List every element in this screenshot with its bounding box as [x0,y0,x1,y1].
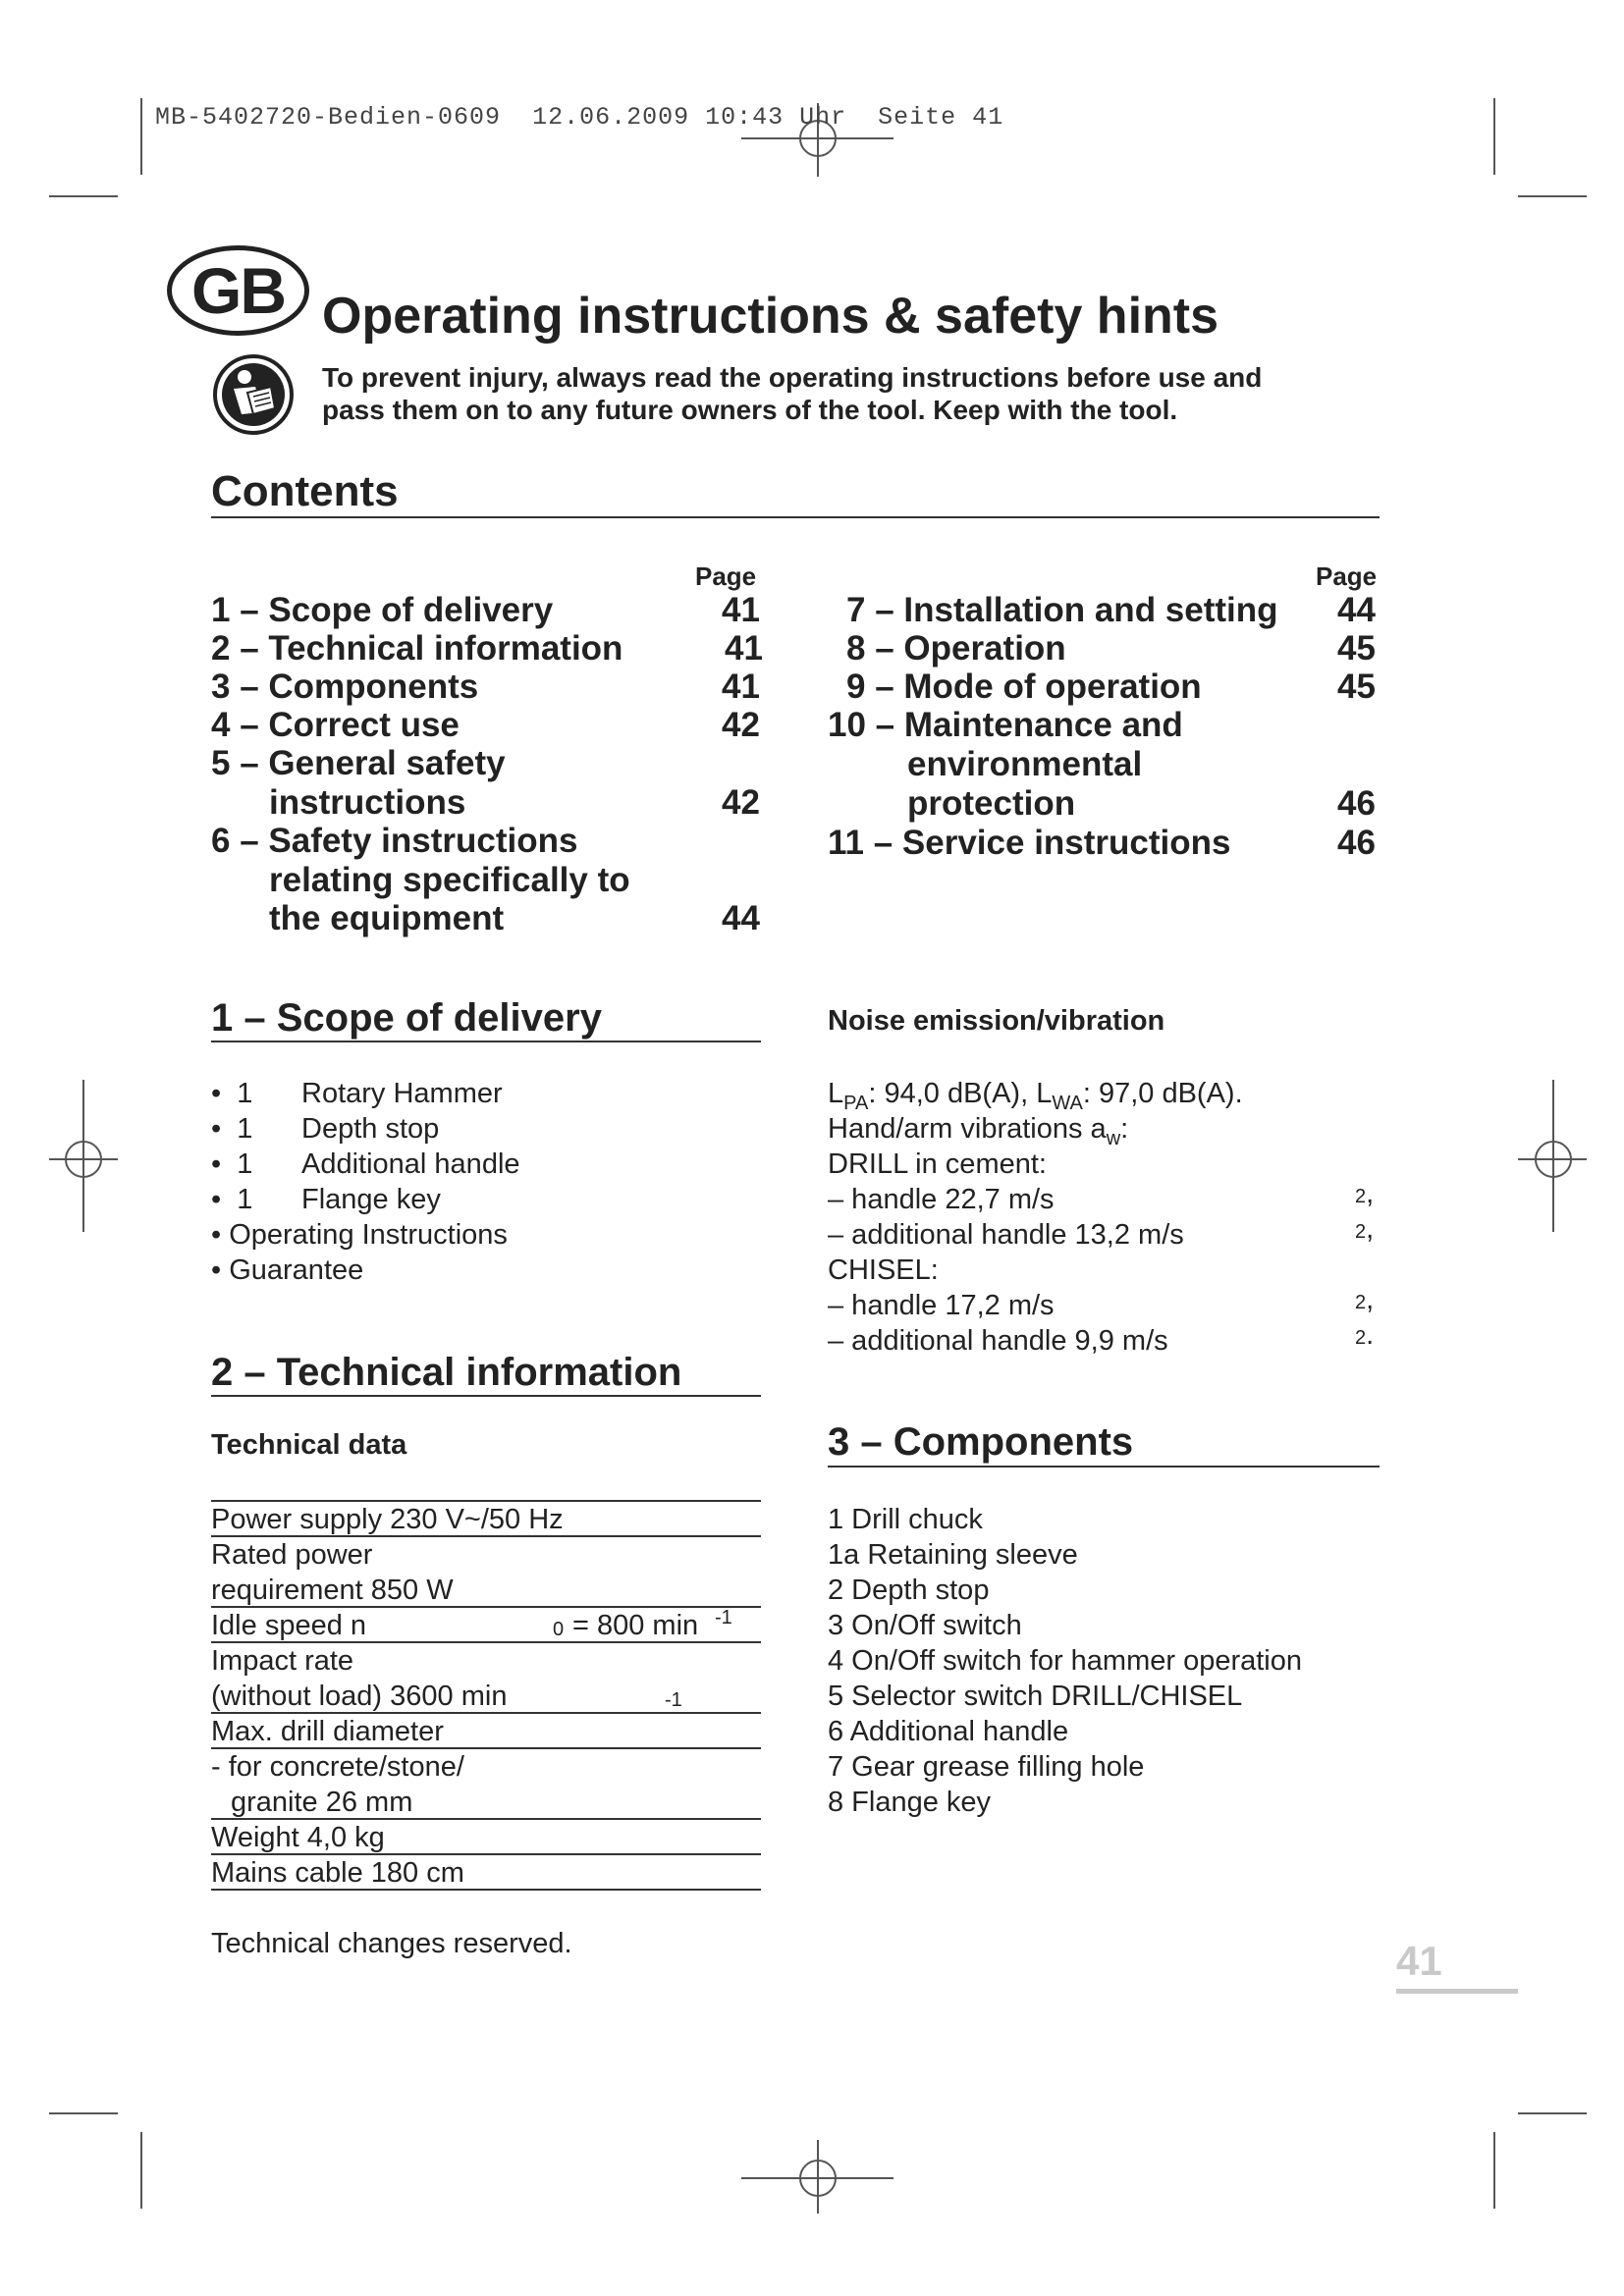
registration-mark [65,1141,102,1178]
toc-page: 41 [722,667,760,706]
crop-mark [140,2132,142,2209]
list-item: Depth stop [301,1113,440,1145]
toc-page: 45 [1337,667,1376,706]
toc-page: 44 [1337,591,1376,629]
noise-levels: $L_{PA}$: 94,0 dB(A), $L_{WA}$: 97,0 dB(A). [828,1078,1243,1114]
list-item: • 1 [211,1148,253,1180]
chisel-heading: CHISEL: [828,1255,939,1286]
component-item: 3 On/Off switch [828,1610,1022,1641]
toc-entry[interactable]: 3 – Components [211,667,479,706]
vibration-unit: 2, [1355,1178,1375,1209]
vibration-unit: 2, [1355,1284,1375,1315]
list-item: • Guarantee [211,1255,364,1286]
toc-page: 41 [722,591,760,629]
list-item: • 1 [211,1113,253,1145]
table-row: Max. drill diameter [211,1714,761,1749]
toc-entry[interactable]: 9 – Mode of operation [846,667,1202,706]
vibration-unit: 2, [1355,1213,1375,1245]
crop-mark [1493,2132,1495,2209]
toc-entry-cont[interactable]: the equipment [269,899,505,937]
component-item: 2 Depth stop [828,1575,990,1606]
toc-entry-cont[interactable]: instructions [269,783,466,822]
page-number-rule [1396,1989,1518,1994]
list-item: • 1 [211,1184,253,1215]
toc-page: 42 [722,706,760,744]
read-manual-icon [212,353,295,436]
section-title-technical: 2 – Technical information [211,1351,682,1394]
toc-entry[interactable]: 5 – General safety [211,744,506,782]
divider [211,516,1380,518]
list-item: Flange key [301,1184,441,1215]
print-slug [155,103,1003,132]
crop-mark [140,98,142,175]
toc-entry[interactable]: 8 – Operation [846,629,1066,667]
slug-date: 12.06.2009 [532,103,690,132]
divider [211,1041,761,1042]
component-item: 1a Retaining sleeve [828,1539,1078,1571]
country-badge: GB [167,245,309,336]
component-item: 1 Drill chuck [828,1504,983,1535]
noise-heading: Noise emission/vibration [828,1005,1165,1037]
toc-entry-cont[interactable]: protection [907,784,1076,823]
toc-page: 45 [1337,629,1376,667]
slug-page: Seite 41 [878,103,1004,132]
vibration-value: – additional handle 9,9 m/s [828,1325,1168,1357]
toc-entry[interactable]: 7 – Installation and setting [846,591,1278,629]
registration-mark [1535,1141,1572,1178]
drill-heading: DRILL in cement: [828,1148,1047,1180]
table-row: Weight 4,0 kg [211,1820,761,1855]
table-row: Rated power requirement 850 W [211,1537,761,1608]
toc-page: 44 [722,899,760,937]
vibration-unit: 2. [1355,1319,1375,1351]
divider [828,1466,1380,1468]
slug-time: 10:43 Uhr [705,103,847,132]
vibration-value: – handle 22,7 m/s [828,1184,1055,1215]
component-item: 4 On/Off switch for hammer operation [828,1645,1303,1677]
toc-entry-cont[interactable]: environmental [907,745,1143,783]
toc-entry[interactable]: 10 – Maintenance and [828,706,1183,744]
toc-entry[interactable]: 11 – Service instructions [828,824,1231,862]
page-title: Operating instructions & safety hints [322,288,1219,345]
toc-page-label: Page [695,561,757,591]
component-item: 6 Additional handle [828,1716,1069,1747]
component-item: 7 Gear grease filling hole [828,1751,1145,1783]
technical-note: Technical changes reserved. [211,1928,572,1959]
intro-text [322,361,1382,426]
crop-mark [1493,98,1495,175]
table-row: Idle speed n 0 = 800 min -1 [211,1608,761,1643]
toc-page-label: Page [1316,561,1378,591]
vibration-value: – handle 17,2 m/s [828,1290,1055,1321]
list-item: • Operating Instructions [211,1219,508,1251]
toc-entry[interactable]: 4 – Correct use [211,706,460,744]
page-number: 41 [1396,1938,1442,1984]
contents-heading: Contents [211,467,399,515]
toc-page: 42 [722,783,760,822]
section-title-scope: 1 – Scope of delivery [211,996,602,1040]
toc-entry[interactable]: 1 – Scope of delivery [211,591,554,629]
section-title-components: 3 – Components [828,1420,1134,1464]
table-row: Mains cable 180 cm [211,1855,761,1891]
toc-entry[interactable]: 6 – Safety instructions [211,822,578,860]
table-row: Impact rate (without load) 3600 min -1 [211,1643,761,1714]
component-item: 5 Selector switch DRILL/CHISEL [828,1681,1243,1712]
list-item: Rotary Hammer [301,1078,503,1109]
technical-data-heading: Technical data [211,1429,407,1461]
crop-mark [49,195,118,197]
hand-arm-vibration: Hand/arm vibrations $a_w$: [828,1113,1129,1149]
toc-page: 46 [1337,824,1376,862]
table-row: - for concrete/stone/ granite 26 mm [211,1749,761,1820]
vibration-value: – additional handle 13,2 m/s [828,1219,1184,1251]
crop-mark [49,2112,118,2114]
component-item: 8 Flange key [828,1787,992,1818]
registration-mark [799,2160,837,2197]
toc-page: 46 [1337,784,1376,823]
crop-mark [1518,2112,1587,2114]
slug-file: MB-5402720-Bedien-0609 [155,103,502,132]
divider [211,1395,761,1397]
toc-entry[interactable]: 2 – Technical information [211,629,623,667]
intro-line: To prevent injury, always read the operating instructions before use and [322,362,1263,393]
intro-line: pass them on to any future owners of the tool. Keep with the tool. [322,395,1178,425]
crop-mark [1518,195,1587,197]
list-item: Additional handle [301,1148,520,1180]
toc-page: 41 [725,629,763,667]
table-row: Power supply 230 V~/50 Hz [211,1502,761,1537]
toc-entry-cont[interactable]: relating specifically to [269,861,630,899]
list-item: • 1 [211,1078,253,1109]
